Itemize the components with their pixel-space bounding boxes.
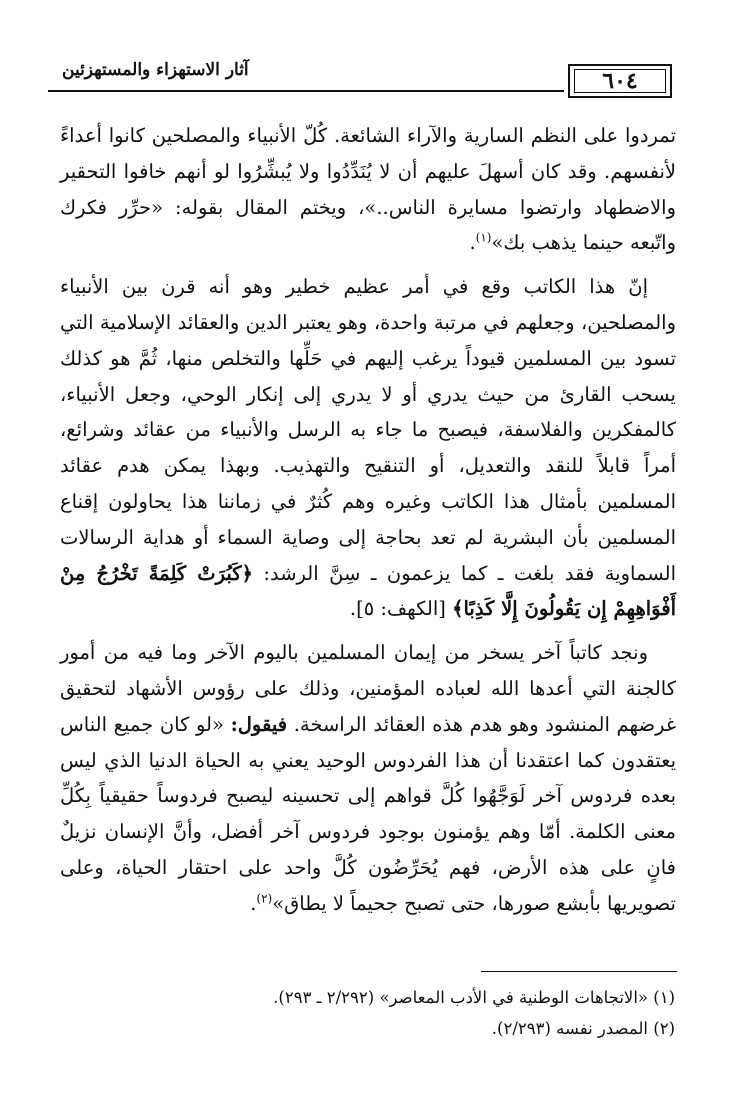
footnotes — [63, 982, 675, 1044]
header-rule — [62, 90, 564, 92]
paragraph-2-text: إنّ هذا الكاتب وقع في أمر عظيم خطير وهو أنه قرن بين الأنبياء والمصلحين، وجعلهم في مرتبة واحدة، وهو يعتبر الدين والعقائد الإسلامية التي تسود بين المسلمين قيوداً يرغب إليهم في حَلِّها والتخلص منها، ثُمَّ هو كذلك يسحب القارئ من حيث يدري أو لا يدري إلى إنكار الوحي، وجعل الأنبياء، كالمفكرين والفلاسفة، فيصبح ما جاء به الرسل والأنبياء من عقائد وشرائع، أمراً قابلاً للنقد والتعديل، أو التنقيح والتهذيب. وبهذا يمكن هدم عقائد المسلمين بأمثال هذا الكاتب وغيره وهم كُثرٌ في زماننا هذا يحاولون إقناع المسلمين بأن البشرية لم تعد بحاجة إلى وصاية السماء أو هداية الرسالات السماوية فقد بلغت ـ كما يزعمون ـ سِنَّ الرشد: — [60, 275, 676, 585]
footnote-ref-1: (١) — [475, 230, 492, 245]
paragraph-3-bold: فيقول: — [230, 712, 288, 736]
quran-verse: ﴿كَبُرَتْ كَلِمَةً تَخْرُجُ مِنْ أَفْوَاهِهِمْ إِن يَقُولُونَ إِلَّا كَذِبًا﴾ — [60, 561, 676, 621]
page-number-box — [568, 64, 672, 98]
page-header — [62, 60, 672, 106]
footnote-2: (٢) المصدر نفسه (٢/٢٩٣). — [491, 1019, 675, 1038]
header-tick — [48, 90, 62, 92]
paragraph-1-text: تمردوا على النظم السارية والآراء الشائعة. كُلّ الأنبياء والمصلحين كانوا أعداءً لأنفسهم. وقد كان أسهلَ عليهم أن لا يُنَدِّدُوا ولا يُبشِّرُوا لو أنهم خافوا التحقير والاضطهاد وارتضوا مسايرة الناس..»، ويختم المقال بقوله: «حرِّر فكرك واتّبعه حينما يذهب بك» — [60, 124, 676, 255]
page-number: ٦٠٤ — [602, 68, 638, 94]
paragraph-3-text-b: «لو كان جميع الناس يعتقدون كما اعتقدنا أن هذا الفردوس الوحيد يعني به الحياة الدنيا الذي ليس بعده فردوس آخر لَوَجَّهُوا كُلَّ قواهم إلى تحسينه ليصبح فردوساً حقيقياً بِكُلِّ معنى الكلمة. أمّا وهم يؤمنون بوجود فردوس آخر أفضل، وأنَّ الإنسان نزيلٌ فانٍ على هذه الأرض، فهم يُحَرِّضُون كُلَّ واحد على احتقار الحياة، وعلى تصويريها بأبشع صورها، حتى تصبح جحيماً لا يطاق» — [60, 712, 676, 915]
paragraph-1 — [60, 118, 676, 261]
verse-reference: [الكهف: ٥]. — [349, 597, 446, 621]
paragraph-3-text-a: ونجد كاتباً آخر يسخر من إيمان المسلمين باليوم الآخر وما فيه من أمور كالجنة التي أعدها الله لعباده المؤمنين، وذلك على رؤوس الأشهاد لتحقيق غرضهم المنشود وهو هدم هذه العقائد الراسخة. — [60, 641, 677, 736]
paragraph-1-end: . — [469, 231, 476, 255]
paragraph-2 — [60, 269, 676, 627]
paragraph-3 — [60, 635, 676, 921]
footnote-1: (١) «الاتجاهات الوطنية في الأدب المعاصر» (٢/٢٩٢ ـ ٢٩٣). — [273, 988, 675, 1007]
body-text — [60, 118, 676, 922]
footnote-ref-2: (٢) — [256, 891, 273, 906]
paragraph-3-end: . — [250, 891, 257, 915]
footnote-rule — [481, 971, 677, 972]
running-title: آثار الاستهزاء والمستهزئين — [62, 60, 249, 80]
